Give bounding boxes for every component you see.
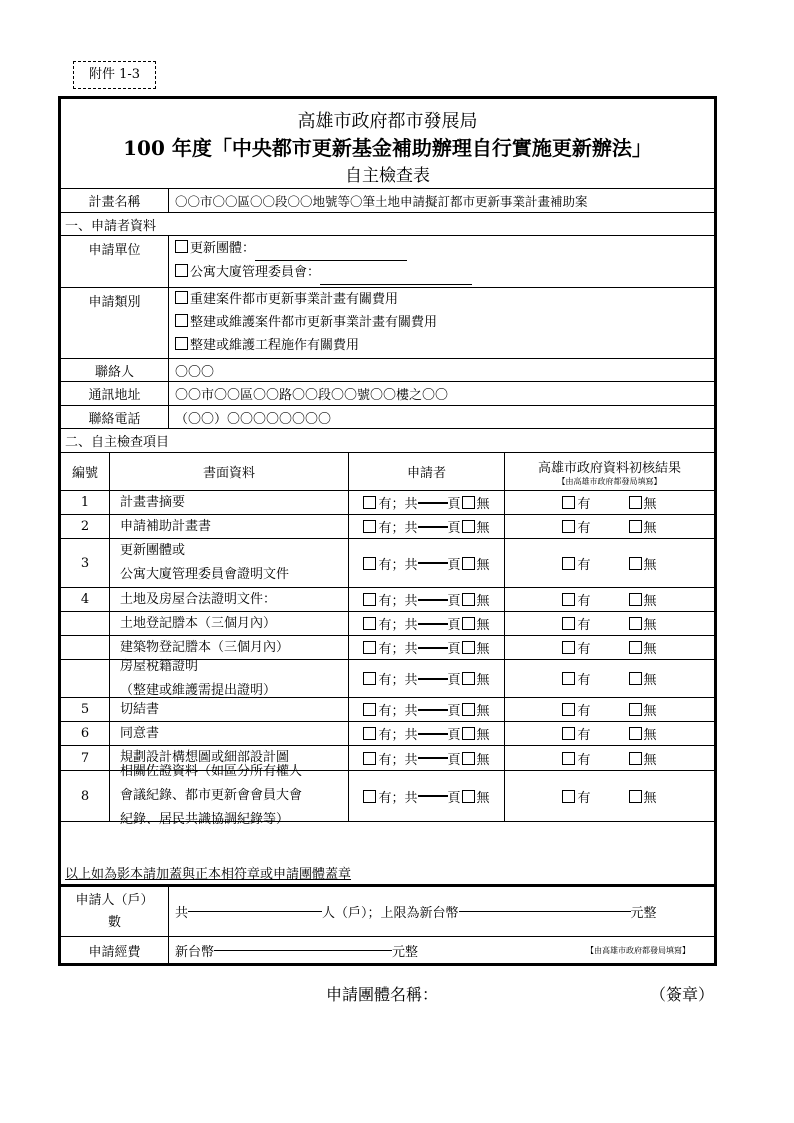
phone-label: 聯絡電話 <box>88 411 141 427</box>
contact-row <box>61 359 714 382</box>
have-label: 有 <box>378 618 392 633</box>
row-number: 3 <box>80 555 90 571</box>
application-type-row <box>61 288 714 359</box>
review-have-label: 有 <box>577 521 591 536</box>
review-have-checkbox[interactable] <box>562 727 575 740</box>
review-have-checkbox[interactable] <box>562 557 575 570</box>
review-have-checkbox[interactable] <box>562 641 575 654</box>
page-count-field[interactable] <box>418 647 448 649</box>
page-label: 頁 <box>447 618 461 633</box>
have-label: 有 <box>378 752 392 768</box>
document-item-label: 規劃設計構想圖或細部設計圖 <box>120 750 290 765</box>
review-have-checkbox[interactable] <box>562 703 575 716</box>
row-number <box>61 612 109 635</box>
col-review-header: 高雄市政府資料初核結果 <box>537 460 681 476</box>
row-number: 2 <box>80 519 90 534</box>
document-item-label: 公寓大廈管理委員會證明文件 <box>120 567 290 582</box>
building-committee-label: 公寓大廈管理委員會： <box>190 265 321 280</box>
review-have-checkbox[interactable] <box>562 496 575 509</box>
address-value: 〇〇市〇〇區〇〇路〇〇段〇〇號〇〇樓之〇〇 <box>168 382 714 405</box>
applicant-none-checkbox[interactable] <box>462 703 475 716</box>
table-row <box>61 515 714 539</box>
applicant-have-checkbox[interactable] <box>363 752 376 765</box>
type-rebuild-label: 重建案件都市更新事業計畫有關費用 <box>190 292 399 307</box>
none-label: 無 <box>476 642 490 657</box>
application-type-label: 申請類別 <box>88 295 141 310</box>
review-none-label: 無 <box>643 704 657 719</box>
type-maintain-work-label: 整建或維護工程施作有關費用 <box>190 338 360 353</box>
col-doc-header: 書面資料 <box>109 453 348 490</box>
page-label: 頁 <box>447 497 461 512</box>
col-applicant-header: 申請者 <box>348 453 504 490</box>
copy-note: 以上如為影本請加蓋與正本相符章或申請團體蓋章 <box>65 866 352 882</box>
page-label: 頁 <box>447 673 461 688</box>
row-number <box>61 660 109 697</box>
applicant-count-row <box>61 887 714 937</box>
table-row <box>61 588 714 612</box>
applicant-have-checkbox[interactable] <box>363 593 376 606</box>
table-row <box>61 539 714 588</box>
note-row <box>61 860 714 887</box>
have-label: 有 <box>378 594 392 609</box>
subsidy-limit-field[interactable] <box>459 911 631 912</box>
row-number: 1 <box>80 495 90 510</box>
applicant-have-checkbox[interactable] <box>363 617 376 630</box>
total-label: ；共 <box>391 673 418 688</box>
section2-heading: 二、自主檢查項目 <box>65 435 170 450</box>
total-label: ；共 <box>391 497 418 512</box>
type-maintain-plan-checkbox[interactable] <box>175 314 188 327</box>
seal-label: （簽章） <box>650 985 715 1004</box>
address-label: 通訊地址 <box>88 388 141 403</box>
total-label: ；共 <box>391 790 418 806</box>
fee-note: 【由高雄市政府都發局填寫】 <box>586 945 690 955</box>
page-label: 頁 <box>447 521 461 536</box>
building-committee-checkbox[interactable] <box>175 264 188 277</box>
org-name: 高雄市政府都市發展局 <box>297 111 478 132</box>
review-none-label: 無 <box>643 497 657 512</box>
document-item-label: 更新團體或 <box>120 543 186 558</box>
document-item-label: 相關佐證資料（如區分所有權人 <box>120 764 303 779</box>
row-number: 6 <box>80 726 90 741</box>
page-label: 頁 <box>447 642 461 657</box>
review-have-label: 有 <box>577 497 591 512</box>
review-have-label: 有 <box>577 557 591 573</box>
page-label: 頁 <box>447 557 461 573</box>
col-review-note: 【由高雄市政府都發局填寫】 <box>557 476 662 486</box>
have-label: 有 <box>378 642 392 657</box>
total-label: ；共 <box>391 642 418 657</box>
contact-value: 〇〇〇 <box>168 359 714 381</box>
document-item-label: 土地登記謄本（三個月內） <box>120 615 277 631</box>
review-have-checkbox[interactable] <box>562 617 575 630</box>
total-label: ；共 <box>391 704 418 719</box>
form-header <box>61 99 714 189</box>
page-count-field[interactable] <box>418 623 448 625</box>
applicant-count-field[interactable] <box>188 911 322 912</box>
page-count-field[interactable] <box>418 733 448 735</box>
applicant-none-checkbox[interactable] <box>462 557 475 570</box>
review-have-label: 有 <box>577 673 591 688</box>
table-row <box>61 491 714 515</box>
phone-value: （〇〇）〇〇〇〇〇〇〇〇 <box>168 406 714 428</box>
review-have-label: 有 <box>577 790 591 806</box>
section2-row <box>61 429 714 453</box>
review-none-label: 無 <box>643 642 657 657</box>
document-item-label: 會議紀錄、都市更新會會員大會 <box>120 788 303 803</box>
applicant-unit-label: 申請單位 <box>88 243 141 258</box>
page-label: 頁 <box>447 704 461 719</box>
contact-label: 聯絡人 <box>94 364 134 380</box>
table-row <box>61 764 714 827</box>
count-prefix: 共 <box>175 906 189 921</box>
document-item-label: 紀錄、居民共識協調紀錄等） <box>120 812 290 827</box>
none-label: 無 <box>476 790 490 806</box>
review-have-checkbox[interactable] <box>562 790 575 803</box>
document-item-label: 同意書 <box>120 725 160 741</box>
applicant-none-checkbox[interactable] <box>462 641 475 654</box>
review-none-checkbox[interactable] <box>629 752 642 765</box>
table-row <box>61 660 714 698</box>
table-row <box>61 698 714 722</box>
have-label: 有 <box>378 790 392 806</box>
review-none-checkbox[interactable] <box>629 496 642 509</box>
count-suffix: 元整 <box>630 906 657 921</box>
review-none-label: 無 <box>643 728 657 743</box>
fee-row <box>61 937 714 963</box>
none-label: 無 <box>476 752 490 768</box>
none-label: 無 <box>476 497 490 512</box>
have-label: 有 <box>378 557 392 573</box>
total-label: ；共 <box>391 594 418 609</box>
review-none-checkbox[interactable] <box>629 641 642 654</box>
applicant-none-checkbox[interactable] <box>462 752 475 765</box>
document-item-label: 切結書 <box>120 701 160 717</box>
row-number: 4 <box>80 592 90 607</box>
plan-name-value: 〇〇市〇〇區〇〇段〇〇地號等〇筆土地申請擬訂都市更新事業計畫補助案 <box>168 189 714 212</box>
none-label: 無 <box>476 521 490 536</box>
row-number: 8 <box>80 788 90 804</box>
plan-name-row <box>61 189 714 213</box>
total-label: ；共 <box>391 557 418 573</box>
form-subtitle: 自主檢查表 <box>345 166 430 186</box>
applicant-have-checkbox[interactable] <box>363 672 376 685</box>
form-title: 100 年度「中央都市更新基金補助辦理自行實施更新辦法」 <box>123 136 652 160</box>
fee-label: 申請經費 <box>88 944 141 960</box>
page-count-field[interactable] <box>418 599 448 601</box>
section1-row <box>61 213 714 236</box>
review-have-checkbox[interactable] <box>562 593 575 606</box>
applicant-have-checkbox[interactable] <box>363 641 376 654</box>
row-number <box>61 636 109 659</box>
page-count-field[interactable] <box>418 795 448 797</box>
count-mid: 人（戶）；上限為新台幣 <box>322 906 459 921</box>
page-count-field[interactable] <box>418 526 448 528</box>
review-none-checkbox[interactable] <box>629 672 642 685</box>
applicant-have-checkbox[interactable] <box>363 727 376 740</box>
section1-heading: 一、申請者資料 <box>65 218 157 234</box>
document-item-label: 申請補助計畫書 <box>120 518 212 534</box>
review-none-checkbox[interactable] <box>629 557 642 570</box>
none-label: 無 <box>476 704 490 719</box>
document-item-label: 計畫書摘要 <box>120 494 186 510</box>
review-none-checkbox[interactable] <box>629 593 642 606</box>
applicant-none-checkbox[interactable] <box>462 617 475 630</box>
address-row <box>61 382 714 406</box>
document-item-label: 房屋稅籍證明 <box>120 658 199 674</box>
applicant-none-checkbox[interactable] <box>462 593 475 606</box>
type-maintain-plan-label: 整建或維護案件都市更新事業計畫有關費用 <box>190 315 438 330</box>
review-none-checkbox[interactable] <box>629 790 642 803</box>
attachment-label: 附件 1-3 <box>73 61 156 89</box>
applicant-unit-row <box>61 236 714 288</box>
page-count-field[interactable] <box>418 709 448 711</box>
review-none-checkbox[interactable] <box>629 727 642 740</box>
sign-label: 申請團體名稱： <box>326 985 439 1004</box>
renewal-group-checkbox[interactable] <box>175 240 188 253</box>
plan-name-label: 計畫名稱 <box>88 195 141 210</box>
type-maintain-work-checkbox[interactable] <box>175 337 188 350</box>
review-have-checkbox[interactable] <box>562 520 575 533</box>
applicant-have-checkbox[interactable] <box>363 790 376 803</box>
applicant-count-label-2: 數 <box>107 914 121 930</box>
none-label: 無 <box>476 728 490 743</box>
total-label: ；共 <box>391 618 418 633</box>
table-row <box>61 612 714 636</box>
review-none-label: 無 <box>643 673 657 688</box>
have-label: 有 <box>378 497 392 512</box>
table-row <box>61 722 714 746</box>
review-have-label: 有 <box>577 728 591 743</box>
page-count-field[interactable] <box>418 562 448 564</box>
row-number: 5 <box>80 702 90 717</box>
review-have-label: 有 <box>577 642 591 657</box>
fee-amount-field[interactable] <box>214 950 392 951</box>
review-none-label: 無 <box>643 752 657 768</box>
document-item-label: 土地及房屋合法證明文件： <box>120 591 277 607</box>
applicant-none-checkbox[interactable] <box>462 520 475 533</box>
page-label: 頁 <box>447 752 461 768</box>
review-have-label: 有 <box>577 752 591 768</box>
total-label: ；共 <box>391 521 418 536</box>
have-label: 有 <box>378 704 392 719</box>
page-label: 頁 <box>447 728 461 743</box>
review-have-checkbox[interactable] <box>562 752 575 765</box>
applicant-have-checkbox[interactable] <box>363 557 376 570</box>
applicant-none-checkbox[interactable] <box>462 727 475 740</box>
none-label: 無 <box>476 594 490 609</box>
review-none-checkbox[interactable] <box>629 703 642 716</box>
review-none-checkbox[interactable] <box>629 520 642 533</box>
fee-prefix: 新台幣 <box>175 944 215 960</box>
have-label: 有 <box>378 728 392 743</box>
page-label: 頁 <box>447 790 461 806</box>
none-label: 無 <box>476 673 490 688</box>
review-none-label: 無 <box>643 594 657 609</box>
none-label: 無 <box>476 557 490 573</box>
review-none-label: 無 <box>643 521 657 536</box>
building-committee-field[interactable] <box>320 284 472 285</box>
review-none-label: 無 <box>643 790 657 806</box>
applicant-none-checkbox[interactable] <box>462 790 475 803</box>
review-none-checkbox[interactable] <box>629 617 642 630</box>
applicant-have-checkbox[interactable] <box>363 703 376 716</box>
review-none-label: 無 <box>643 618 657 633</box>
page-count-field[interactable] <box>418 502 448 504</box>
have-label: 有 <box>378 673 392 688</box>
have-label: 有 <box>378 521 392 536</box>
none-label: 無 <box>476 618 490 633</box>
type-rebuild-checkbox[interactable] <box>175 291 188 304</box>
phone-row <box>61 406 714 429</box>
page-label: 頁 <box>447 594 461 609</box>
table-header-row <box>61 453 714 491</box>
total-label: ；共 <box>391 752 418 768</box>
row-number: 7 <box>80 750 90 766</box>
applicant-have-checkbox[interactable] <box>363 520 376 533</box>
fee-suffix: 元整 <box>392 944 419 960</box>
applicant-have-checkbox[interactable] <box>363 496 376 509</box>
applicant-none-checkbox[interactable] <box>462 672 475 685</box>
review-have-checkbox[interactable] <box>562 672 575 685</box>
document-item-label: （整建或維護需提出證明） <box>120 682 277 698</box>
applicant-count-label: 申請人（戶） <box>75 892 154 908</box>
review-have-label: 有 <box>577 704 591 719</box>
page-count-field[interactable] <box>418 678 448 680</box>
review-have-label: 有 <box>577 594 591 609</box>
review-have-label: 有 <box>577 618 591 633</box>
total-label: ；共 <box>391 728 418 743</box>
applicant-none-checkbox[interactable] <box>462 496 475 509</box>
renewal-group-label: 更新團體： <box>190 241 256 256</box>
col-no-header: 編號 <box>71 466 98 481</box>
review-none-label: 無 <box>643 557 657 573</box>
document-item-label: 建築物登記謄本（三個月內） <box>120 639 290 655</box>
page-count-field[interactable] <box>418 757 448 759</box>
checklist-form <box>58 96 717 966</box>
